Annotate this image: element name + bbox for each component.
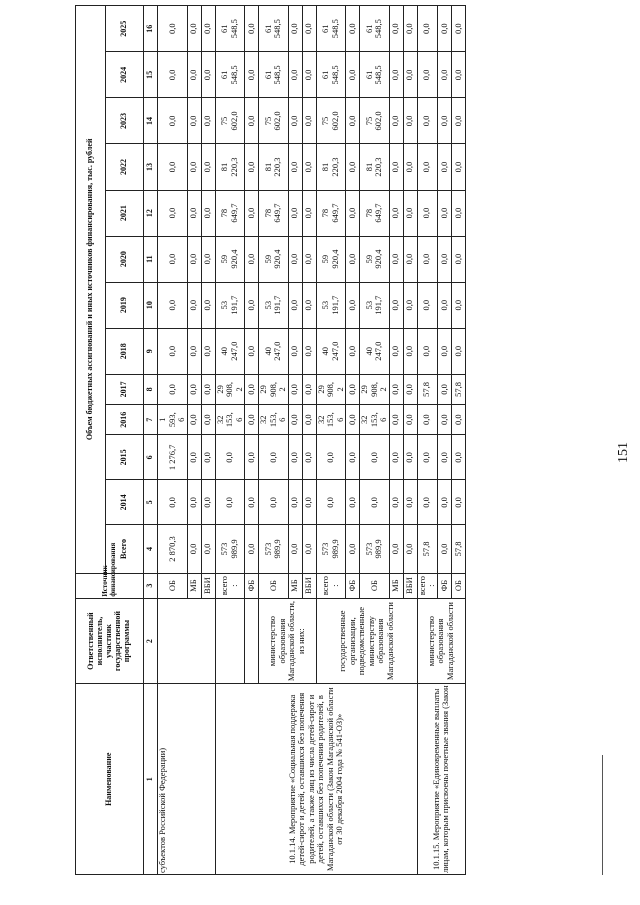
year-value-cell: 0,0 <box>187 52 201 98</box>
year-value-cell: 0,0 <box>288 282 302 328</box>
year-value-cell: 0,0 <box>245 328 259 374</box>
year-value-cell: 40 247,0 <box>259 328 289 374</box>
year-value-cell: 0,0 <box>187 98 201 144</box>
year-value-cell: 0,0 <box>451 405 465 435</box>
year-value-cell: 0,0 <box>302 52 316 98</box>
year-value-cell: 0,0 <box>389 190 403 236</box>
col-number: 10 <box>144 282 158 328</box>
year-value-cell: 0,0 <box>403 144 417 190</box>
year-value-cell: 0,0 <box>451 236 465 282</box>
source-cell: ВБИ <box>201 573 215 598</box>
year-value-cell: 0,0 <box>187 190 201 236</box>
year-value-cell: 0,0 <box>346 236 360 282</box>
total-cell: 0,0 <box>187 525 201 573</box>
col-number: 15 <box>144 52 158 98</box>
col-number: 7 <box>144 405 158 435</box>
year-value-cell: 0,0 <box>389 405 403 435</box>
year-value-cell: 40 247,0 <box>215 328 245 374</box>
year-value-cell: 0,0 <box>158 190 188 236</box>
year-value-cell: 0,0 <box>302 236 316 282</box>
total-cell: 0,0 <box>288 525 302 573</box>
year-value-cell: 0,0 <box>302 98 316 144</box>
year-value-cell: 0,0 <box>158 282 188 328</box>
year-value-cell: 0,0 <box>417 328 437 374</box>
year-value-cell: 0,0 <box>288 190 302 236</box>
year-value-cell: 0,0 <box>201 236 215 282</box>
year-value-cell: 0,0 <box>316 435 346 480</box>
year-value-cell: 32 153, 6 <box>259 405 289 435</box>
year-value-cell: 59 920,4 <box>316 236 346 282</box>
source-cell: всего : <box>417 573 437 598</box>
col-number: 13 <box>144 144 158 190</box>
year-value-cell: 0,0 <box>302 190 316 236</box>
table-row <box>158 6 188 875</box>
year-value-cell: 0,0 <box>403 236 417 282</box>
year-value-cell: 0,0 <box>158 480 188 525</box>
year-value-cell: 40 247,0 <box>360 328 390 374</box>
source-cell: ФБ <box>437 573 451 598</box>
year-value-cell: 0,0 <box>158 98 188 144</box>
year-value-cell: 0,0 <box>437 98 451 144</box>
source-cell: МБ <box>187 573 201 598</box>
year-value-cell: 0,0 <box>259 480 289 525</box>
year-value-cell: 0,0 <box>360 435 390 480</box>
year-value-cell: 81 220,3 <box>316 144 346 190</box>
total-cell: 0,0 <box>245 525 259 573</box>
year-value-cell: 0,0 <box>245 6 259 52</box>
year-value-cell: 0,0 <box>158 374 188 404</box>
year-value-cell: 0,0 <box>302 405 316 435</box>
funding-table <box>75 5 466 875</box>
year-value-cell: 59 920,4 <box>360 236 390 282</box>
year-value-cell: 0,0 <box>437 190 451 236</box>
year-value-cell: 29 908, 2 <box>215 374 245 404</box>
year-value-cell: 0,0 <box>451 144 465 190</box>
year-value-cell: 0,0 <box>187 6 201 52</box>
year-value-cell: 0,0 <box>288 144 302 190</box>
year-value-cell: 0,0 <box>451 52 465 98</box>
total-cell: 57,8 <box>451 525 465 573</box>
year-value-cell: 0,0 <box>417 480 437 525</box>
total-cell: 0,0 <box>201 525 215 573</box>
year-value-cell: 32 153, 6 <box>215 405 245 435</box>
executor-cell: министерство образования Магаданской области, из них: <box>259 598 317 684</box>
header-year: 2024 <box>106 52 144 98</box>
source-cell: МБ <box>389 573 403 598</box>
year-value-cell: 75 602,0 <box>360 98 390 144</box>
year-value-cell: 0,0 <box>403 98 417 144</box>
source-cell: ОБ <box>259 573 289 598</box>
header-year: 2016 <box>106 405 144 435</box>
year-value-cell: 0,0 <box>437 405 451 435</box>
year-value-cell: 0,0 <box>389 144 403 190</box>
year-value-cell: 0,0 <box>158 144 188 190</box>
source-cell: МБ <box>288 573 302 598</box>
activity-name-cell: 10.1.14. Мероприятие «Социальная поддержка детей-сирот и детей, оставшихся без попечения родителей, а также лиц из числа детей-сирот и детей, оставшихся без попечения родителей, в Магаданской области (Закон Магаданской области от 30 декабря 2004 года № 541-ОЗ)» <box>215 684 417 875</box>
source-cell: ФБ <box>245 573 259 598</box>
year-value-cell: 0,0 <box>389 236 403 282</box>
header-year: 2018 <box>106 328 144 374</box>
year-value-cell: 0,0 <box>346 98 360 144</box>
footer-line <box>602 755 603 875</box>
year-value-cell: 0,0 <box>451 480 465 525</box>
total-cell: 2 870,3 <box>158 525 188 573</box>
executor-cell <box>245 598 259 684</box>
year-value-cell: 29 908, 2 <box>316 374 346 404</box>
total-cell: 0,0 <box>403 525 417 573</box>
year-value-cell: 78 649,7 <box>316 190 346 236</box>
year-value-cell: 57,8 <box>451 374 465 404</box>
year-value-cell: 0,0 <box>245 480 259 525</box>
col-number: 9 <box>144 328 158 374</box>
year-value-cell: 0,0 <box>187 282 201 328</box>
year-value-cell: 0,0 <box>201 52 215 98</box>
year-value-cell: 75 602,0 <box>259 98 289 144</box>
year-value-cell: 0,0 <box>451 328 465 374</box>
source-cell: всего : <box>215 573 245 598</box>
col-number: 12 <box>144 190 158 236</box>
year-value-cell: 0,0 <box>201 6 215 52</box>
year-value-cell: 0,0 <box>403 328 417 374</box>
year-value-cell: 0,0 <box>403 480 417 525</box>
year-value-cell: 0,0 <box>245 52 259 98</box>
year-value-cell: 0,0 <box>417 144 437 190</box>
executor-cell: государственные организации, подведомственные министерству образования Магаданской области <box>316 598 417 684</box>
table-row <box>215 6 245 875</box>
year-value-cell: 0,0 <box>360 480 390 525</box>
page-number: 151 <box>616 442 631 463</box>
year-value-cell: 78 649,7 <box>360 190 390 236</box>
header-year: 2021 <box>106 190 144 236</box>
header-year: 2019 <box>106 282 144 328</box>
year-value-cell: 0,0 <box>158 328 188 374</box>
year-value-cell: 0,0 <box>437 374 451 404</box>
year-value-cell: 61 548,5 <box>316 52 346 98</box>
year-value-cell: 0,0 <box>346 6 360 52</box>
source-cell: ФБ <box>346 573 360 598</box>
year-value-cell: 0,0 <box>187 236 201 282</box>
year-value-cell: 0,0 <box>259 435 289 480</box>
year-value-cell: 0,0 <box>201 374 215 404</box>
year-value-cell: 53 191,7 <box>316 282 346 328</box>
year-value-cell: 81 220,3 <box>215 144 245 190</box>
header-volume: Объем бюджетных ассигнований и иных источников финансирования, тыс. рублей <box>76 6 106 574</box>
year-value-cell: 0,0 <box>417 52 437 98</box>
year-value-cell: 1 593, 6 <box>158 405 188 435</box>
year-value-cell: 0,0 <box>389 374 403 404</box>
year-value-cell: 0,0 <box>451 98 465 144</box>
total-cell: 0,0 <box>389 525 403 573</box>
executor-cell <box>215 598 245 684</box>
col-number: 6 <box>144 435 158 480</box>
table-body <box>144 6 466 875</box>
year-value-cell: 0,0 <box>187 144 201 190</box>
col-number: 5 <box>144 480 158 525</box>
year-value-cell: 0,0 <box>201 435 215 480</box>
year-value-cell: 0,0 <box>346 328 360 374</box>
year-value-cell: 0,0 <box>451 190 465 236</box>
year-value-cell: 1 276,7 <box>158 435 188 480</box>
year-value-cell: 0,0 <box>389 435 403 480</box>
source-cell: ОБ <box>158 573 188 598</box>
year-value-cell: 0,0 <box>451 435 465 480</box>
year-value-cell: 0,0 <box>403 52 417 98</box>
executor-cell: министерство образования Магаданской области <box>417 598 465 684</box>
year-value-cell: 0,0 <box>389 52 403 98</box>
year-value-cell: 0,0 <box>437 236 451 282</box>
year-value-cell: 0,0 <box>187 405 201 435</box>
year-value-cell: 40 247,0 <box>316 328 346 374</box>
source-cell: ВБИ <box>302 573 316 598</box>
col-number: 16 <box>144 6 158 52</box>
source-cell: всего : <box>316 573 346 598</box>
year-value-cell: 81 220,3 <box>259 144 289 190</box>
year-value-cell: 57,8 <box>417 374 437 404</box>
header-year: 2022 <box>106 144 144 190</box>
source-cell: ОБ <box>451 573 465 598</box>
table-row <box>417 6 437 875</box>
year-value-cell: 61 548,5 <box>360 6 390 52</box>
activity-name-cell: субъектов Российской Федерации) <box>158 684 216 875</box>
year-value-cell: 32 153, 6 <box>360 405 390 435</box>
year-value-cell: 0,0 <box>302 144 316 190</box>
year-value-cell: 59 920,4 <box>215 236 245 282</box>
year-value-cell: 0,0 <box>201 405 215 435</box>
year-value-cell: 0,0 <box>417 98 437 144</box>
year-value-cell: 0,0 <box>403 282 417 328</box>
total-cell: 573 989,9 <box>215 525 245 573</box>
source-cell: ОБ <box>360 573 390 598</box>
year-value-cell: 0,0 <box>403 190 417 236</box>
header-year: 2015 <box>106 435 144 480</box>
header-year: 2014 <box>106 480 144 525</box>
header-year: 2023 <box>106 98 144 144</box>
year-value-cell: 81 220,3 <box>360 144 390 190</box>
year-value-cell: 0,0 <box>245 405 259 435</box>
year-value-cell: 53 191,7 <box>259 282 289 328</box>
year-value-cell: 0,0 <box>389 282 403 328</box>
year-value-cell: 0,0 <box>417 190 437 236</box>
year-value-cell: 53 191,7 <box>360 282 390 328</box>
year-value-cell: 78 649,7 <box>215 190 245 236</box>
year-value-cell: 0,0 <box>158 236 188 282</box>
year-value-cell: 0,0 <box>215 435 245 480</box>
year-value-cell: 0,0 <box>403 405 417 435</box>
year-value-cell: 0,0 <box>288 6 302 52</box>
year-value-cell: 0,0 <box>346 190 360 236</box>
year-value-cell: 0,0 <box>201 282 215 328</box>
year-value-cell: 32 153, 6 <box>316 405 346 435</box>
year-value-cell: 0,0 <box>346 405 360 435</box>
header-source: Источник финансирования <box>76 573 144 598</box>
total-cell: 0,0 <box>302 525 316 573</box>
year-value-cell: 75 602,0 <box>215 98 245 144</box>
year-value-cell: 0,0 <box>417 435 437 480</box>
year-value-cell: 0,0 <box>417 405 437 435</box>
total-cell: 573 989,9 <box>259 525 289 573</box>
year-value-cell: 61 548,5 <box>259 6 289 52</box>
year-value-cell: 0,0 <box>346 144 360 190</box>
year-value-cell: 53 191,7 <box>215 282 245 328</box>
header-name: Наименование <box>76 684 144 875</box>
year-value-cell: 0,0 <box>302 480 316 525</box>
year-value-cell: 0,0 <box>245 282 259 328</box>
year-value-cell: 0,0 <box>245 190 259 236</box>
year-value-cell: 0,0 <box>417 282 437 328</box>
executor-cell <box>158 598 216 684</box>
year-value-cell: 0,0 <box>403 6 417 52</box>
header-year: 2017 <box>106 374 144 404</box>
year-value-cell: 0,0 <box>288 98 302 144</box>
year-value-cell: 0,0 <box>437 435 451 480</box>
col-number: 8 <box>144 374 158 404</box>
year-value-cell: 0,0 <box>302 374 316 404</box>
year-value-cell: 0,0 <box>288 435 302 480</box>
col-number: 14 <box>144 98 158 144</box>
year-value-cell: 0,0 <box>302 435 316 480</box>
year-value-cell: 0,0 <box>437 6 451 52</box>
year-value-cell: 75 602,0 <box>316 98 346 144</box>
year-value-cell: 0,0 <box>158 6 188 52</box>
year-value-cell: 61 548,5 <box>215 52 245 98</box>
header-year: 2020 <box>106 236 144 282</box>
year-value-cell: 0,0 <box>389 98 403 144</box>
year-value-cell: 0,0 <box>288 52 302 98</box>
total-cell: 573 989,9 <box>360 525 390 573</box>
year-value-cell: 61 548,5 <box>259 52 289 98</box>
year-value-cell: 0,0 <box>451 6 465 52</box>
col-number: 4 <box>144 525 158 573</box>
year-value-cell: 0,0 <box>288 480 302 525</box>
col-number: 11 <box>144 236 158 282</box>
total-cell: 573 989,9 <box>316 525 346 573</box>
year-value-cell: 59 920,4 <box>259 236 289 282</box>
year-value-cell: 0,0 <box>201 98 215 144</box>
year-value-cell: 0,0 <box>187 328 201 374</box>
year-value-cell: 0,0 <box>389 480 403 525</box>
header-total: Всего <box>106 525 144 573</box>
year-value-cell: 0,0 <box>417 236 437 282</box>
total-cell: 0,0 <box>346 525 360 573</box>
total-cell: 0,0 <box>437 525 451 573</box>
year-value-cell: 29 908, 2 <box>259 374 289 404</box>
col-number: 1 <box>144 684 158 875</box>
activity-name-cell: 10.1.15. Мероприятие «Единовременные выплаты лицам, которым присвоены почетные звания (Закон <box>417 684 465 875</box>
year-value-cell: 0,0 <box>201 144 215 190</box>
year-value-cell: 0,0 <box>346 282 360 328</box>
year-value-cell: 0,0 <box>187 374 201 404</box>
year-value-cell: 0,0 <box>288 236 302 282</box>
year-value-cell: 0,0 <box>417 6 437 52</box>
year-value-cell: 61 548,5 <box>215 6 245 52</box>
year-value-cell: 0,0 <box>451 282 465 328</box>
year-value-cell: 0,0 <box>437 144 451 190</box>
year-value-cell: 0,0 <box>288 328 302 374</box>
year-value-cell: 0,0 <box>245 435 259 480</box>
column-number-row <box>144 6 158 875</box>
year-value-cell: 0,0 <box>437 282 451 328</box>
col-number: 2 <box>144 598 158 684</box>
year-value-cell: 0,0 <box>245 374 259 404</box>
year-value-cell: 29 908, 2 <box>360 374 390 404</box>
year-value-cell: 0,0 <box>215 480 245 525</box>
year-value-cell: 0,0 <box>346 480 360 525</box>
year-value-cell: 0,0 <box>302 328 316 374</box>
year-value-cell: 0,0 <box>302 6 316 52</box>
year-value-cell: 0,0 <box>437 52 451 98</box>
col-number: 3 <box>144 573 158 598</box>
total-cell: 57,8 <box>417 525 437 573</box>
year-value-cell: 0,0 <box>288 374 302 404</box>
year-value-cell: 0,0 <box>245 236 259 282</box>
year-value-cell: 0,0 <box>403 374 417 404</box>
year-value-cell: 0,0 <box>201 190 215 236</box>
year-value-cell: 0,0 <box>316 480 346 525</box>
year-value-cell: 0,0 <box>389 328 403 374</box>
year-value-cell: 61 548,5 <box>360 52 390 98</box>
year-value-cell: 0,0 <box>158 52 188 98</box>
year-value-cell: 0,0 <box>201 480 215 525</box>
year-value-cell: 0,0 <box>201 328 215 374</box>
source-cell: ВБИ <box>403 573 417 598</box>
year-value-cell: 0,0 <box>403 435 417 480</box>
year-value-cell: 61 548,5 <box>316 6 346 52</box>
year-value-cell: 0,0 <box>302 282 316 328</box>
year-value-cell: 0,0 <box>437 328 451 374</box>
year-value-cell: 0,0 <box>346 52 360 98</box>
year-value-cell: 0,0 <box>288 405 302 435</box>
header-year: 2025 <box>106 6 144 52</box>
year-value-cell: 0,0 <box>187 480 201 525</box>
year-value-cell: 0,0 <box>389 6 403 52</box>
year-value-cell: 78 649,7 <box>259 190 289 236</box>
year-value-cell: 0,0 <box>245 98 259 144</box>
year-value-cell: 0,0 <box>245 144 259 190</box>
year-value-cell: 0,0 <box>346 374 360 404</box>
year-value-cell: 0,0 <box>346 435 360 480</box>
year-value-cell: 0,0 <box>187 435 201 480</box>
year-value-cell: 0,0 <box>437 480 451 525</box>
header-executor: Ответственный исполнитель, участник государственной программы <box>76 598 144 684</box>
